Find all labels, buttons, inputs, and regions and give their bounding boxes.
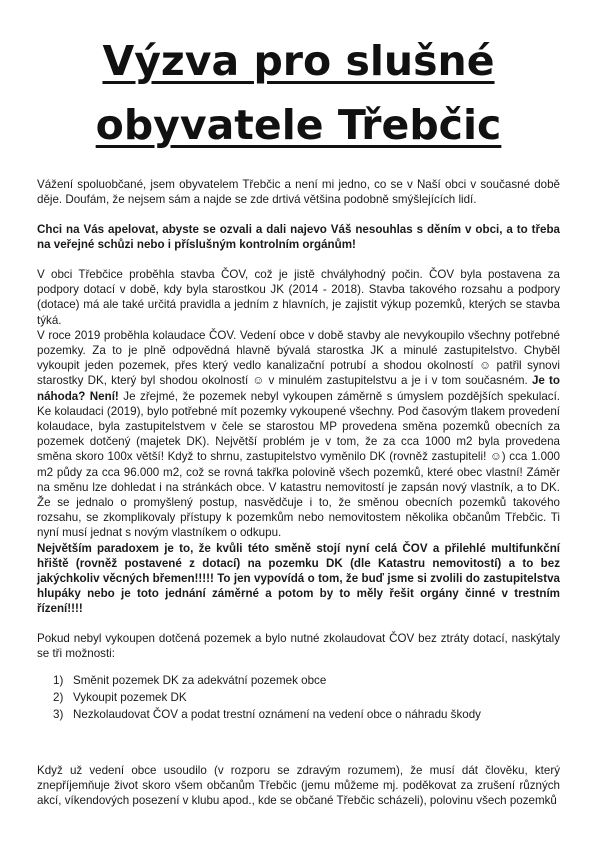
list-item-text: Směnit pozemek DK za adekvátní pozemek obce [73, 673, 327, 687]
final-paragraph: Když už vedení obce usoudilo (v rozporu se zdravým rozumem), že musí dát člověku, který znepříjemňuje život skoro všem občanům Třebčic (jemu můžeme mj. poděkovat za zrušení různých akcí, víkendových posezení v klubu apod., kde se občané Třebčic scházeli), polovinu všech pozemků [37, 763, 560, 807]
list-item [37, 673, 560, 688]
list-item-number: 2) [53, 691, 64, 705]
rhetorical-question: Je to náhoda? Není! [37, 374, 560, 403]
paragraph-inspection-start: V roce 2019 proběhla kolaudace ČOV. Vedení obce v době stavby ale nevykoupilo všechny potřebné pozemky. Za to je plně odpovědná hlavně bývalá starostka JK a minulé zastupitelstvo. Chyběl vykoupit jeden pozemek, přes který vedlo kanalizační potrubí a shodou okolností ☺ patřil synovi starostky DK, který byl shodou okolností ☺ v minulém zastupitelstvu a je i v tom současném. [37, 328, 560, 388]
document-page [0, 30, 590, 847]
paragraph-inspection [37, 328, 560, 541]
options-intro: Pokud nebyl vykoupen dotčená pozemek a bylo nutné zkolaudovat ČOV bez ztráty dotací, naskýtaly se tři možnosti: [37, 631, 560, 660]
list-item [37, 707, 560, 722]
paradox-paragraph [37, 541, 560, 617]
paradox-text: Největším paradoxem je to, že kvůli této směně stojí nyní celá ČOV a přilehlé multifunkční hřiště (rovněž postavené z dotací) na pozemku DK (dle Katastru nemovitostí) a to bez jakýchkoliv věcných břemen!!!!! To jen vypovídá o tom, že buď jsme si zvolili do zastupitelstva hlupáky nebo je toto jednání záměrné a potom by to měly řešit orgány činné v trestním řízení!!!! [37, 541, 560, 616]
list-item-text: Vykoupit pozemek DK [73, 691, 187, 705]
title-line-2: obyvatele Třebčic [95, 100, 502, 149]
list-item-text: Nezkolaudovat ČOV a podat trestní oznámení na vedení obce o náhradu škody [73, 708, 481, 722]
options-list [37, 673, 560, 723]
paragraph-inspection-rest: Je zřejmé, že pozemek nebyl vykoupen záměrně s úmyslem pozdějších spekulací. Ke kolaudaci (2019), bylo potřebné mít pozemky vykoupené všechny. Pod časovým tlakem provedení kolaudace, byla zastupitelstvem v čele se starostou MP provedena směna pozemků obecních za pozemek dotčený (majetek DK). Největší problém je v tom, že za cca 1000 m2 byla provedena směna skoro 100x větší! Když to shrnu, zastupitelstvo vyměnilo DK (rovněž zastupiteli! ☺) cca 1.000 m2 půdy za cca 96.000 m2, což se rovná takřka polovině všech pozemků, které obec vlastní! Záměr na směnu lze dohledat i na stránkách obce. V katastru nemovitostí je zapsán nový vlastník, a to DK. Že se jednalo o promyšlený postup, nasvědčuje i to, že směnou obecních pozemků takového rozsahu, se zkomplikovaly přístupy k pozemkům nebo nemovitostem několika občanům Třebčic. Ti nyní musí jednat s novým vlastníkem o odkupu. [37, 389, 561, 540]
appeal-text: Chci na Vás apelovat, abyste se ozvali a dali najevo Váš nesouhlas s děním v obci, a to třeba na veřejné schůzi nebo i příslušným kontrolním orgánům! [37, 222, 560, 251]
paragraph-construction: V obci Třebčice proběhla stavba ČOV, což je jistě chvályhodný počin. ČOV byla postavena za podpory dotací v době, kdy byla starostkou JK (2014 - 2018). Stavba takového rozsahu a podpory (dotace) má ale také určitá pravidla a jedním z hlavních, je zajistit výkup pozemků, kterých se stavba týká. [37, 267, 560, 327]
document-body [37, 177, 560, 808]
intro-paragraph: Vážení spoluobčané, jsem obyvatelem Třebčic a není mi jedno, co se v Naší obci v současné době děje. Doufám, že nejsem sám a najde se zde drtivá většina podobně smýšlejících lidí. [37, 178, 560, 207]
document-title [37, 30, 560, 157]
list-item [37, 690, 560, 705]
appeal-paragraph [37, 222, 560, 252]
list-item-number: 3) [53, 708, 64, 722]
title-line-1: Výzva pro slušné [102, 37, 495, 85]
list-item-number: 1) [53, 673, 64, 687]
